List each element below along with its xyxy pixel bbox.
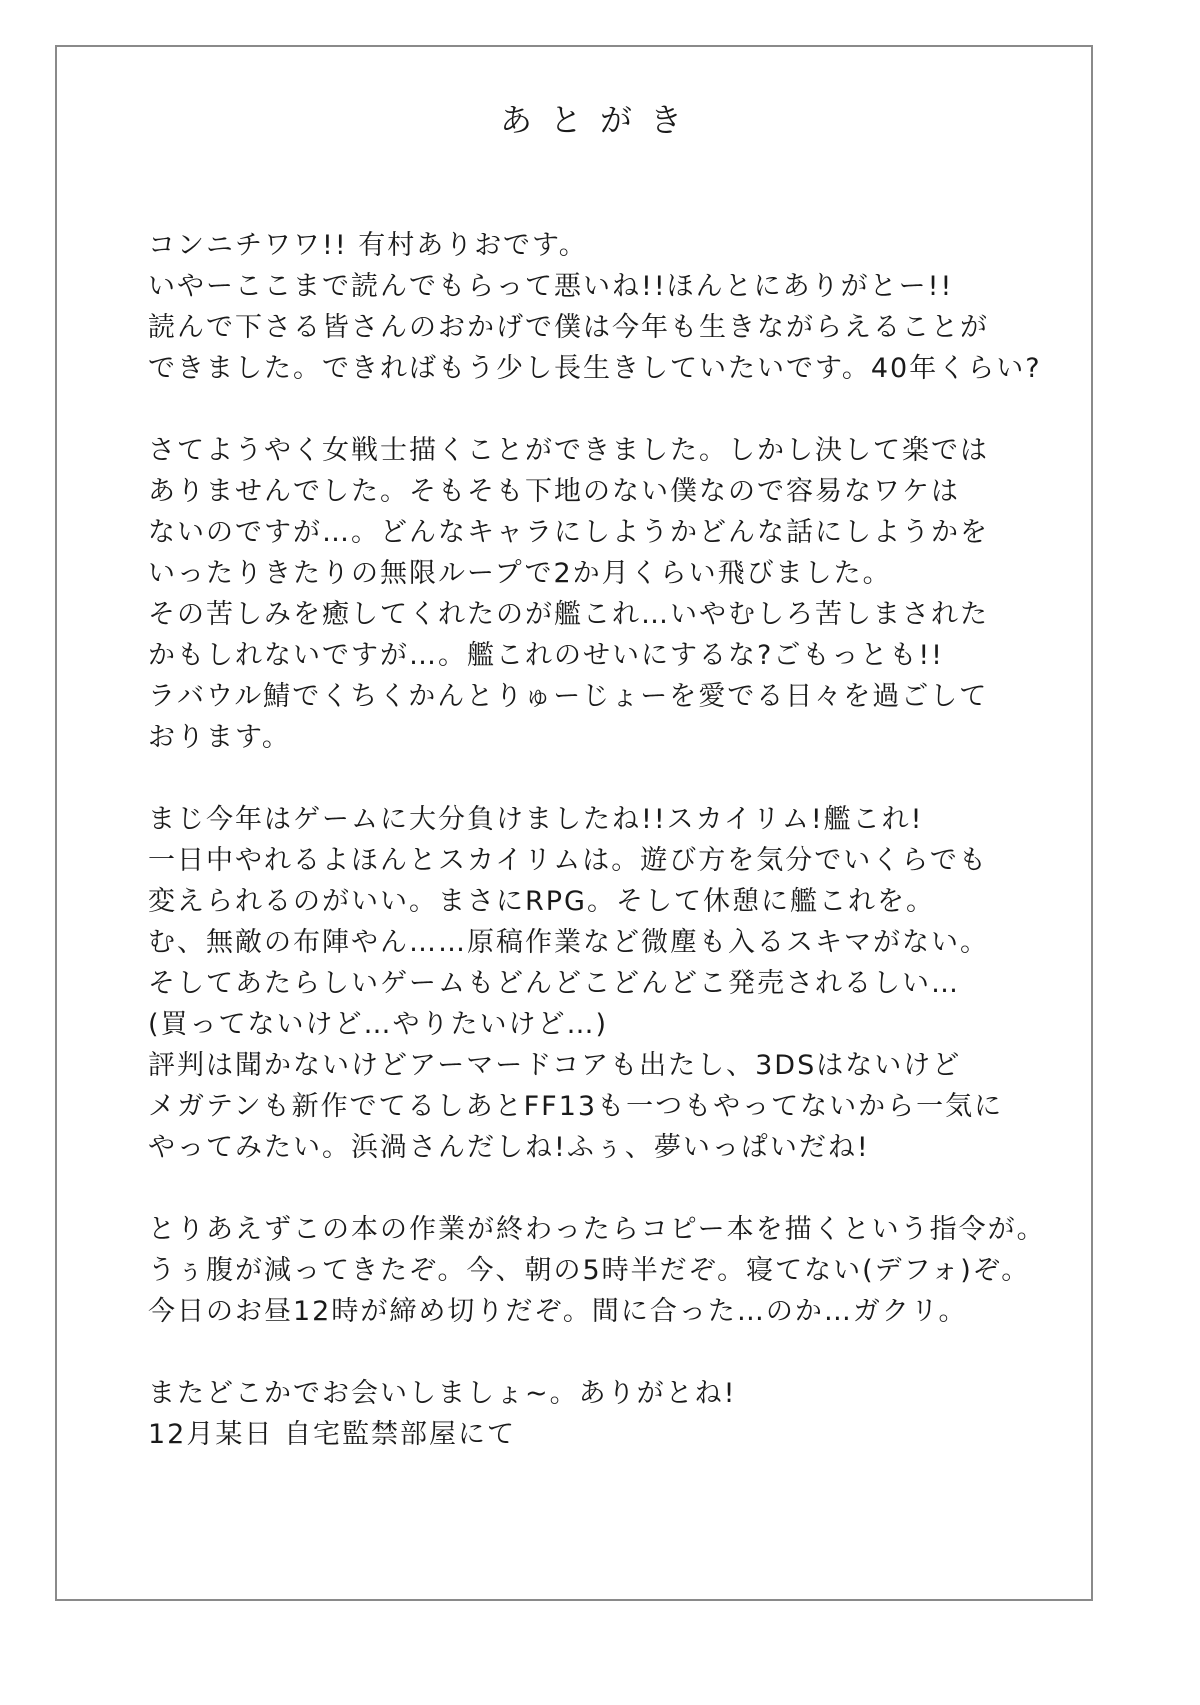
text-line: (買ってないけど…やりたいけど…) — [148, 1009, 609, 1040]
text-line: 変えられるのがいい。まさにRPG。そして休憩に艦これを。 — [148, 886, 935, 917]
text-line: ありませんでした。そもそも下地のない僕なので容易なワケは — [148, 476, 960, 507]
text-line: ラバウル鯖でくちくかんとりゅーじょーを愛でる日々を過ごして — [148, 681, 989, 712]
text-line: まじ今年はゲームに大分負けましたね!!スカイリム!艦これ! — [148, 804, 924, 835]
paragraph-games — [148, 799, 1078, 1168]
text-line: コンニチワワ!! 有村ありおです。 — [148, 230, 588, 261]
text-line: うぅ腹が減ってきたぞ。今、朝の5時半だぞ。寝てない(デフォ)ぞ。 — [148, 1255, 1031, 1286]
text-line: いったりきたりの無限ループで2か月くらい飛びました。 — [148, 558, 892, 589]
text-line: 読んで下さる皆さんのおかげで僕は今年も生きながらえることが — [148, 312, 989, 343]
text-line: やってみたい。浜渦さんだしね!ふぅ、夢いっぱいだね! — [148, 1132, 870, 1163]
paragraph-closing — [148, 1373, 1078, 1455]
text-line: いやーここまで読んでもらって悪いね!!ほんとにありがとー!! — [148, 271, 954, 302]
paragraph-greeting — [148, 225, 1078, 389]
afterword-body — [148, 225, 1078, 1455]
text-line: できました。できればもう少し長生きしていたいです。40年くらい? — [148, 353, 1042, 384]
paragraph-female-warrior — [148, 430, 1078, 758]
text-line: とりあえずこの本の作業が終わったらコピー本を描くという指令が。 — [148, 1214, 1046, 1245]
text-line: そしてあたらしいゲームもどんどこどんどこ発売されるしい… — [148, 968, 960, 999]
signature-line: 12月某日 自宅監禁部屋にて — [148, 1419, 516, 1450]
paragraph-deadline — [148, 1209, 1078, 1332]
text-line: その苦しみを癒してくれたのが艦これ…いやむしろ苦しまされた — [148, 599, 989, 630]
text-line: またどこかでお会いしましょ~。ありがとね! — [148, 1378, 737, 1409]
text-line: む、無敵の布陣やん……原稿作業など微塵も入るスキマがない。 — [148, 927, 989, 958]
text-line: さてようやく女戦士描くことができました。しかし決して楽では — [148, 435, 989, 466]
page-title: あとがき — [499, 101, 700, 139]
text-line: 一日中やれるよほんとスカイリムは。遊び方を気分でいくらでも — [148, 845, 988, 876]
text-line: かもしれないですが…。艦これのせいにするな?ごもっとも!! — [148, 640, 944, 671]
text-line: おります。 — [148, 722, 291, 753]
text-line: ないのですが…。どんなキャラにしようかどんな話にしようかを — [148, 517, 989, 548]
text-line: 今日のお昼12時が締め切りだぞ。間に合った…のか…ガクリ。 — [148, 1296, 968, 1327]
text-line: メガテンも新作でてるしあとFF13も一つもやってないから一気に — [148, 1091, 1004, 1122]
text-line: 評判は聞かないけどアーマードコアも出たし、3DSはないけど — [148, 1050, 962, 1081]
